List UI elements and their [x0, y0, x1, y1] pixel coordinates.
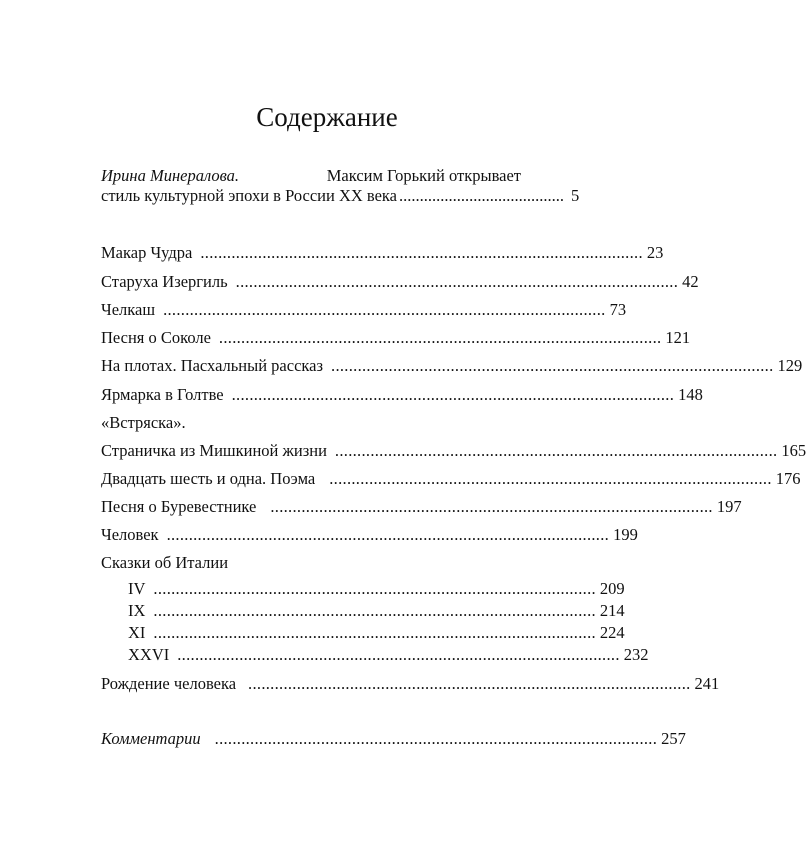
toc-subentry-xi: [128, 622, 625, 644]
page-number: 257: [661, 729, 686, 748]
entry-title: Сказки об Италии: [101, 553, 229, 572]
page-number: 73: [609, 300, 627, 319]
dot-leader: ....................................................................................................: [177, 645, 620, 664]
entry-title: Рождение человека: [101, 674, 237, 693]
page-number: 121: [665, 328, 691, 347]
entry-title: Старуха Изергиль: [101, 272, 228, 291]
dot-leader: ....................................................................................................: [331, 356, 774, 375]
entry-title: Человек: [101, 525, 159, 544]
toc-entry-starukha-izergil: [101, 271, 699, 293]
page-number: 23: [646, 243, 664, 262]
toc-subentry-iv: [128, 578, 625, 600]
intro-title-line-2: стиль культурной эпохи в России XX века: [101, 186, 398, 205]
page-number: 42: [682, 272, 699, 291]
dot-leader: ....................................................................................................: [166, 525, 610, 544]
entry-title: XXVI: [128, 645, 170, 664]
entry-title: IX: [128, 601, 146, 620]
page-number: 176: [775, 469, 801, 488]
dot-leader: ....................................................................................................: [163, 300, 606, 319]
dot-leader: ....................................................................................................: [270, 497, 713, 516]
toc-entry-dvadtsat-shest: [101, 468, 801, 490]
entry-title: Двадцать шесть и одна. Поэма: [101, 469, 316, 488]
dot-leader: ....................................................................................................: [153, 623, 596, 642]
dot-leader: ....................................................................................................: [153, 601, 596, 620]
entry-title: Песня о Соколе: [101, 328, 211, 347]
dot-leader: ....................................................................................................: [334, 441, 778, 460]
dot-leader: ....................................................................................................: [200, 243, 643, 262]
entry-title: «Встряска».: [101, 413, 186, 432]
entry-title: Ярмарка в Голтве: [101, 385, 224, 404]
page-number: 224: [599, 623, 625, 642]
intro-line-1: [101, 166, 521, 186]
toc-entry-rozhdenie-cheloveka: [101, 673, 720, 695]
entry-title: IV: [128, 579, 146, 598]
page-number: 148: [678, 385, 703, 404]
page-number: 232: [623, 645, 649, 664]
toc-entry-makar-chudra: [101, 242, 664, 264]
entry-title: Челкаш: [101, 300, 156, 319]
page-number: 214: [599, 601, 625, 620]
toc-entry-kommentarii: [101, 728, 686, 750]
entry-title: Страничка из Мишкиной жизни: [101, 441, 327, 460]
intro-title-line-1: Максим Горький открывает: [326, 166, 521, 185]
intro-entry: [101, 166, 580, 206]
toc-entry-pesnya-o-sokole: [101, 327, 691, 349]
dot-leader: ....................................................................................................: [329, 469, 772, 488]
toc-entry-vstryaska: [101, 412, 521, 434]
dot-leader: ........................................: [399, 186, 565, 205]
dot-leader: ....................................................................................................: [235, 272, 679, 291]
page-number: 129: [777, 356, 803, 375]
page-number: 209: [599, 579, 625, 598]
dot-leader: ....................................................................................................: [153, 579, 596, 598]
toc-subentry-ix: [128, 600, 625, 622]
intro-line-2: [101, 186, 580, 206]
entry-title: XI: [128, 623, 146, 642]
toc-entry-yarmarka-v-goltve: [101, 384, 703, 406]
page-number: 165: [781, 441, 806, 460]
toc-entry-stranichka: [101, 440, 806, 462]
page-number: 197: [716, 497, 742, 516]
page-number: 5: [571, 186, 580, 205]
toc-subentry-xxvi: [128, 644, 649, 666]
dot-leader: ....................................................................................................: [214, 729, 658, 748]
toc-entry-pesnya-o-burevestnike: [101, 496, 742, 518]
toc-entry-na-plotakh: [101, 355, 803, 377]
toc-entry-chelovek: [101, 524, 638, 546]
dot-leader: ....................................................................................................: [218, 328, 662, 347]
toc-entry-skazki-ob-italii: [101, 552, 521, 574]
toc-entry-chelkash: [101, 299, 627, 321]
page-title: Содержание: [256, 102, 398, 132]
intro-author: Ирина Минералова.: [101, 166, 240, 185]
page-number: 241: [694, 674, 720, 693]
entry-title: Песня о Буревестнике: [101, 497, 257, 516]
page-number: 199: [613, 525, 638, 544]
entry-title: Макар Чудра: [101, 243, 193, 262]
dot-leader: ....................................................................................................: [231, 385, 675, 404]
entry-title: Комментарии: [101, 729, 201, 748]
entry-title: На плотах. Пасхальный рассказ: [101, 356, 324, 375]
dot-leader: ....................................................................................................: [248, 674, 691, 693]
